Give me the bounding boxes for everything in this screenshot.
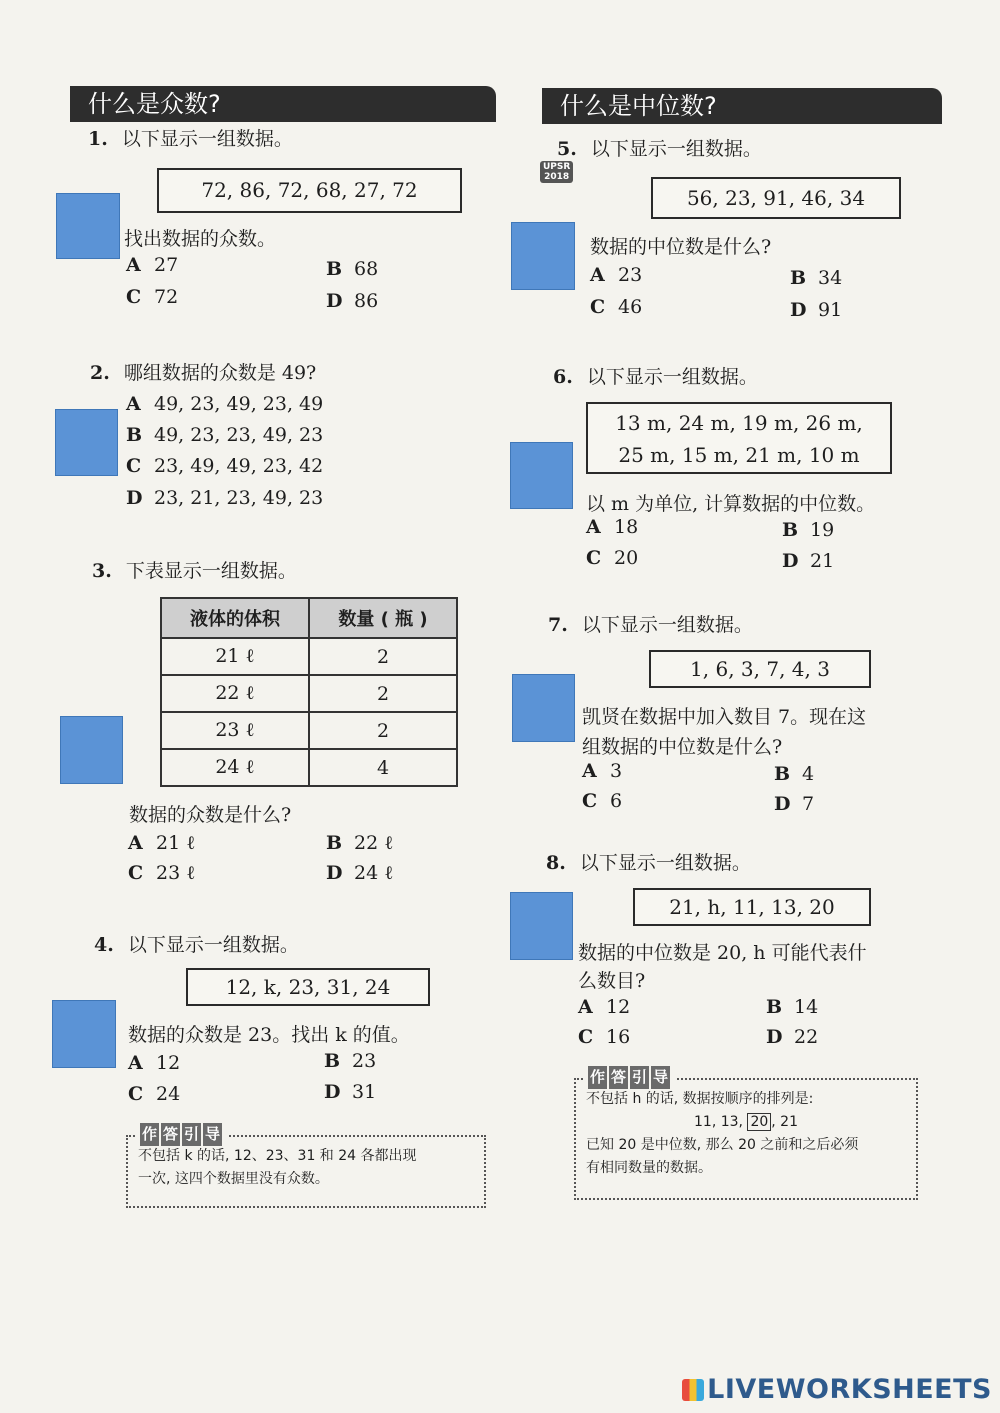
q2-option-d: D 23, 21, 23, 49, 23	[126, 487, 324, 509]
q5-option-c: C 46	[590, 296, 643, 318]
q4-option-d: D 31	[324, 1081, 377, 1103]
guide-line: 不包括 k 的话, 12、23、31 和 24 各都出现	[138, 1148, 417, 1164]
table-row	[161, 749, 457, 786]
q4-data-box: 12, k, 23, 31, 24	[186, 968, 430, 1006]
q8-answer-box[interactable]	[510, 892, 573, 960]
table-cell-count: 2	[309, 675, 457, 712]
q8-option-c: C 16	[578, 1026, 631, 1048]
guide-line: 一次, 这四个数据里没有众数。	[138, 1171, 329, 1187]
q3-option-a: A 21 ℓ	[128, 832, 196, 854]
q2-answer-box[interactable]	[55, 409, 118, 476]
guide-line: 已知 20 是中位数, 那么 20 之前和之后必须	[586, 1137, 859, 1153]
q4-option-a: A 12	[128, 1052, 181, 1074]
q5-option-d: D 91	[790, 299, 843, 321]
q6-option-a: A 18	[586, 516, 639, 538]
q3-stem: 3. 下表显示一组数据。	[92, 560, 297, 582]
q7-stem: 7. 以下显示一组数据。	[548, 614, 753, 636]
q8-data-box: 21, h, 11, 13, 20	[633, 888, 871, 926]
q4-answer-box[interactable]	[52, 1000, 116, 1068]
q3-option-d: D 24 ℓ	[326, 862, 394, 884]
q5-question: 数据的中位数是什么?	[590, 236, 772, 258]
table-cell-count: 2	[309, 712, 457, 749]
table-header-row	[161, 598, 457, 638]
median-section-banner: 什么是中位数?	[542, 88, 942, 124]
q3-answer-box[interactable]	[60, 716, 123, 784]
guide-sequence: 11, 13, 20 , 21	[694, 1114, 798, 1130]
mode-section-banner: 什么是众数?	[70, 86, 496, 122]
liveworksheets-icon	[682, 1379, 704, 1401]
q1-data-box: 72, 86, 72, 68, 27, 72	[157, 168, 462, 213]
guide-title: 作 答 引 导	[136, 1123, 228, 1147]
q2-option-b: B 49, 23, 23, 49, 23	[126, 424, 324, 446]
q4-stem: 4. 以下显示一组数据。	[94, 934, 299, 956]
q6-question: 以 m 为单位, 计算数据的中位数。	[586, 493, 876, 515]
q6-data-line: 13 m, 24 m, 19 m, 26 m,	[615, 411, 863, 435]
q6-stem: 6. 以下显示一组数据。	[553, 366, 758, 388]
q4-option-b: B 23	[324, 1050, 377, 1072]
guide-line: 有相同数量的数据。	[586, 1160, 712, 1176]
q1-option-d: D 86	[326, 290, 379, 312]
q7-option-b: B 4	[774, 763, 815, 785]
q6-option-c: C 20	[586, 547, 639, 569]
liveworksheets-logo: LIVEWORKSHEETS	[682, 1374, 992, 1405]
table-row	[161, 638, 457, 675]
q7-question-line1: 凯贤在数据中加入数目 7。现在这	[582, 706, 867, 728]
q2-stem: 2. 哪组数据的众数是 49?	[90, 362, 317, 384]
table-header-count: 数量 ( 瓶 )	[309, 598, 457, 638]
q8-answer-guide	[574, 1068, 918, 1200]
q2-option-a: A 49, 23, 49, 23, 49	[126, 393, 324, 415]
q7-option-c: C 6	[582, 790, 623, 812]
guide-title: 作 答 引 导	[584, 1066, 676, 1090]
table-header-volume: 液体的体积	[161, 598, 309, 638]
q8-option-a: A 12	[578, 996, 631, 1018]
table-row	[161, 675, 457, 712]
q8-stem: 8. 以下显示一组数据。	[546, 852, 751, 874]
q1-option-c: C 72	[126, 286, 179, 308]
table-cell-volume: 24 ℓ	[161, 749, 309, 786]
table-row	[161, 712, 457, 749]
q4-question: 数据的众数是 23。找出 k 的值。	[128, 1024, 410, 1046]
q7-answer-box[interactable]	[512, 674, 575, 742]
q1-option-b: B 68	[326, 258, 379, 280]
q6-option-d: D 21	[782, 550, 835, 572]
q6-option-b: B 19	[782, 519, 835, 541]
q1-answer-box[interactable]	[56, 193, 120, 259]
q1-option-a: A 27	[126, 254, 179, 276]
guide-line: 不包括 h 的话, 数据按顺序的排列是:	[586, 1091, 814, 1107]
q1-question: 找出数据的众数。	[124, 228, 277, 250]
table-cell-count: 4	[309, 749, 457, 786]
q5-option-b: B 34	[790, 267, 843, 289]
q6-answer-box[interactable]	[510, 442, 573, 509]
table-cell-volume: 22 ℓ	[161, 675, 309, 712]
q7-data-box: 1, 6, 3, 7, 4, 3	[649, 650, 871, 688]
q5-stem: 5. 以下显示一组数据。	[557, 138, 762, 160]
table-cell-volume: 23 ℓ	[161, 712, 309, 749]
q4-option-c: C 24	[128, 1083, 181, 1105]
q3-option-c: C 23 ℓ	[128, 862, 196, 884]
table-cell-count: 2	[309, 638, 457, 675]
q8-option-b: B 14	[766, 996, 819, 1018]
q7-option-a: A 3	[582, 760, 623, 782]
q8-question-line1: 数据的中位数是 20, h 可能代表什	[578, 942, 867, 964]
q3-option-b: B 22 ℓ	[326, 832, 394, 854]
q5-answer-box[interactable]	[511, 222, 575, 290]
q6-data-line: 25 m, 15 m, 21 m, 10 m	[618, 443, 860, 467]
q4-answer-guide	[126, 1125, 486, 1208]
q8-question-line2: 么数目?	[578, 970, 646, 992]
upsr-2018-badge: UPSR 2018	[540, 161, 573, 183]
q1-stem: 1. 以下显示一组数据。	[88, 128, 293, 150]
q2-option-c: C 23, 49, 49, 23, 42	[126, 455, 324, 477]
table-cell-volume: 21 ℓ	[161, 638, 309, 675]
q7-question-line2: 组数据的中位数是什么?	[582, 736, 783, 758]
q3-volume-table	[160, 597, 458, 787]
median-highlight: 20	[747, 1113, 771, 1131]
q7-option-d: D 7	[774, 793, 815, 815]
q3-question: 数据的众数是什么?	[129, 804, 292, 826]
q5-option-a: A 23	[590, 264, 643, 286]
q6-data-box	[586, 402, 892, 474]
q5-data-box: 56, 23, 91, 46, 34	[651, 177, 901, 219]
q8-option-d: D 22	[766, 1026, 819, 1048]
